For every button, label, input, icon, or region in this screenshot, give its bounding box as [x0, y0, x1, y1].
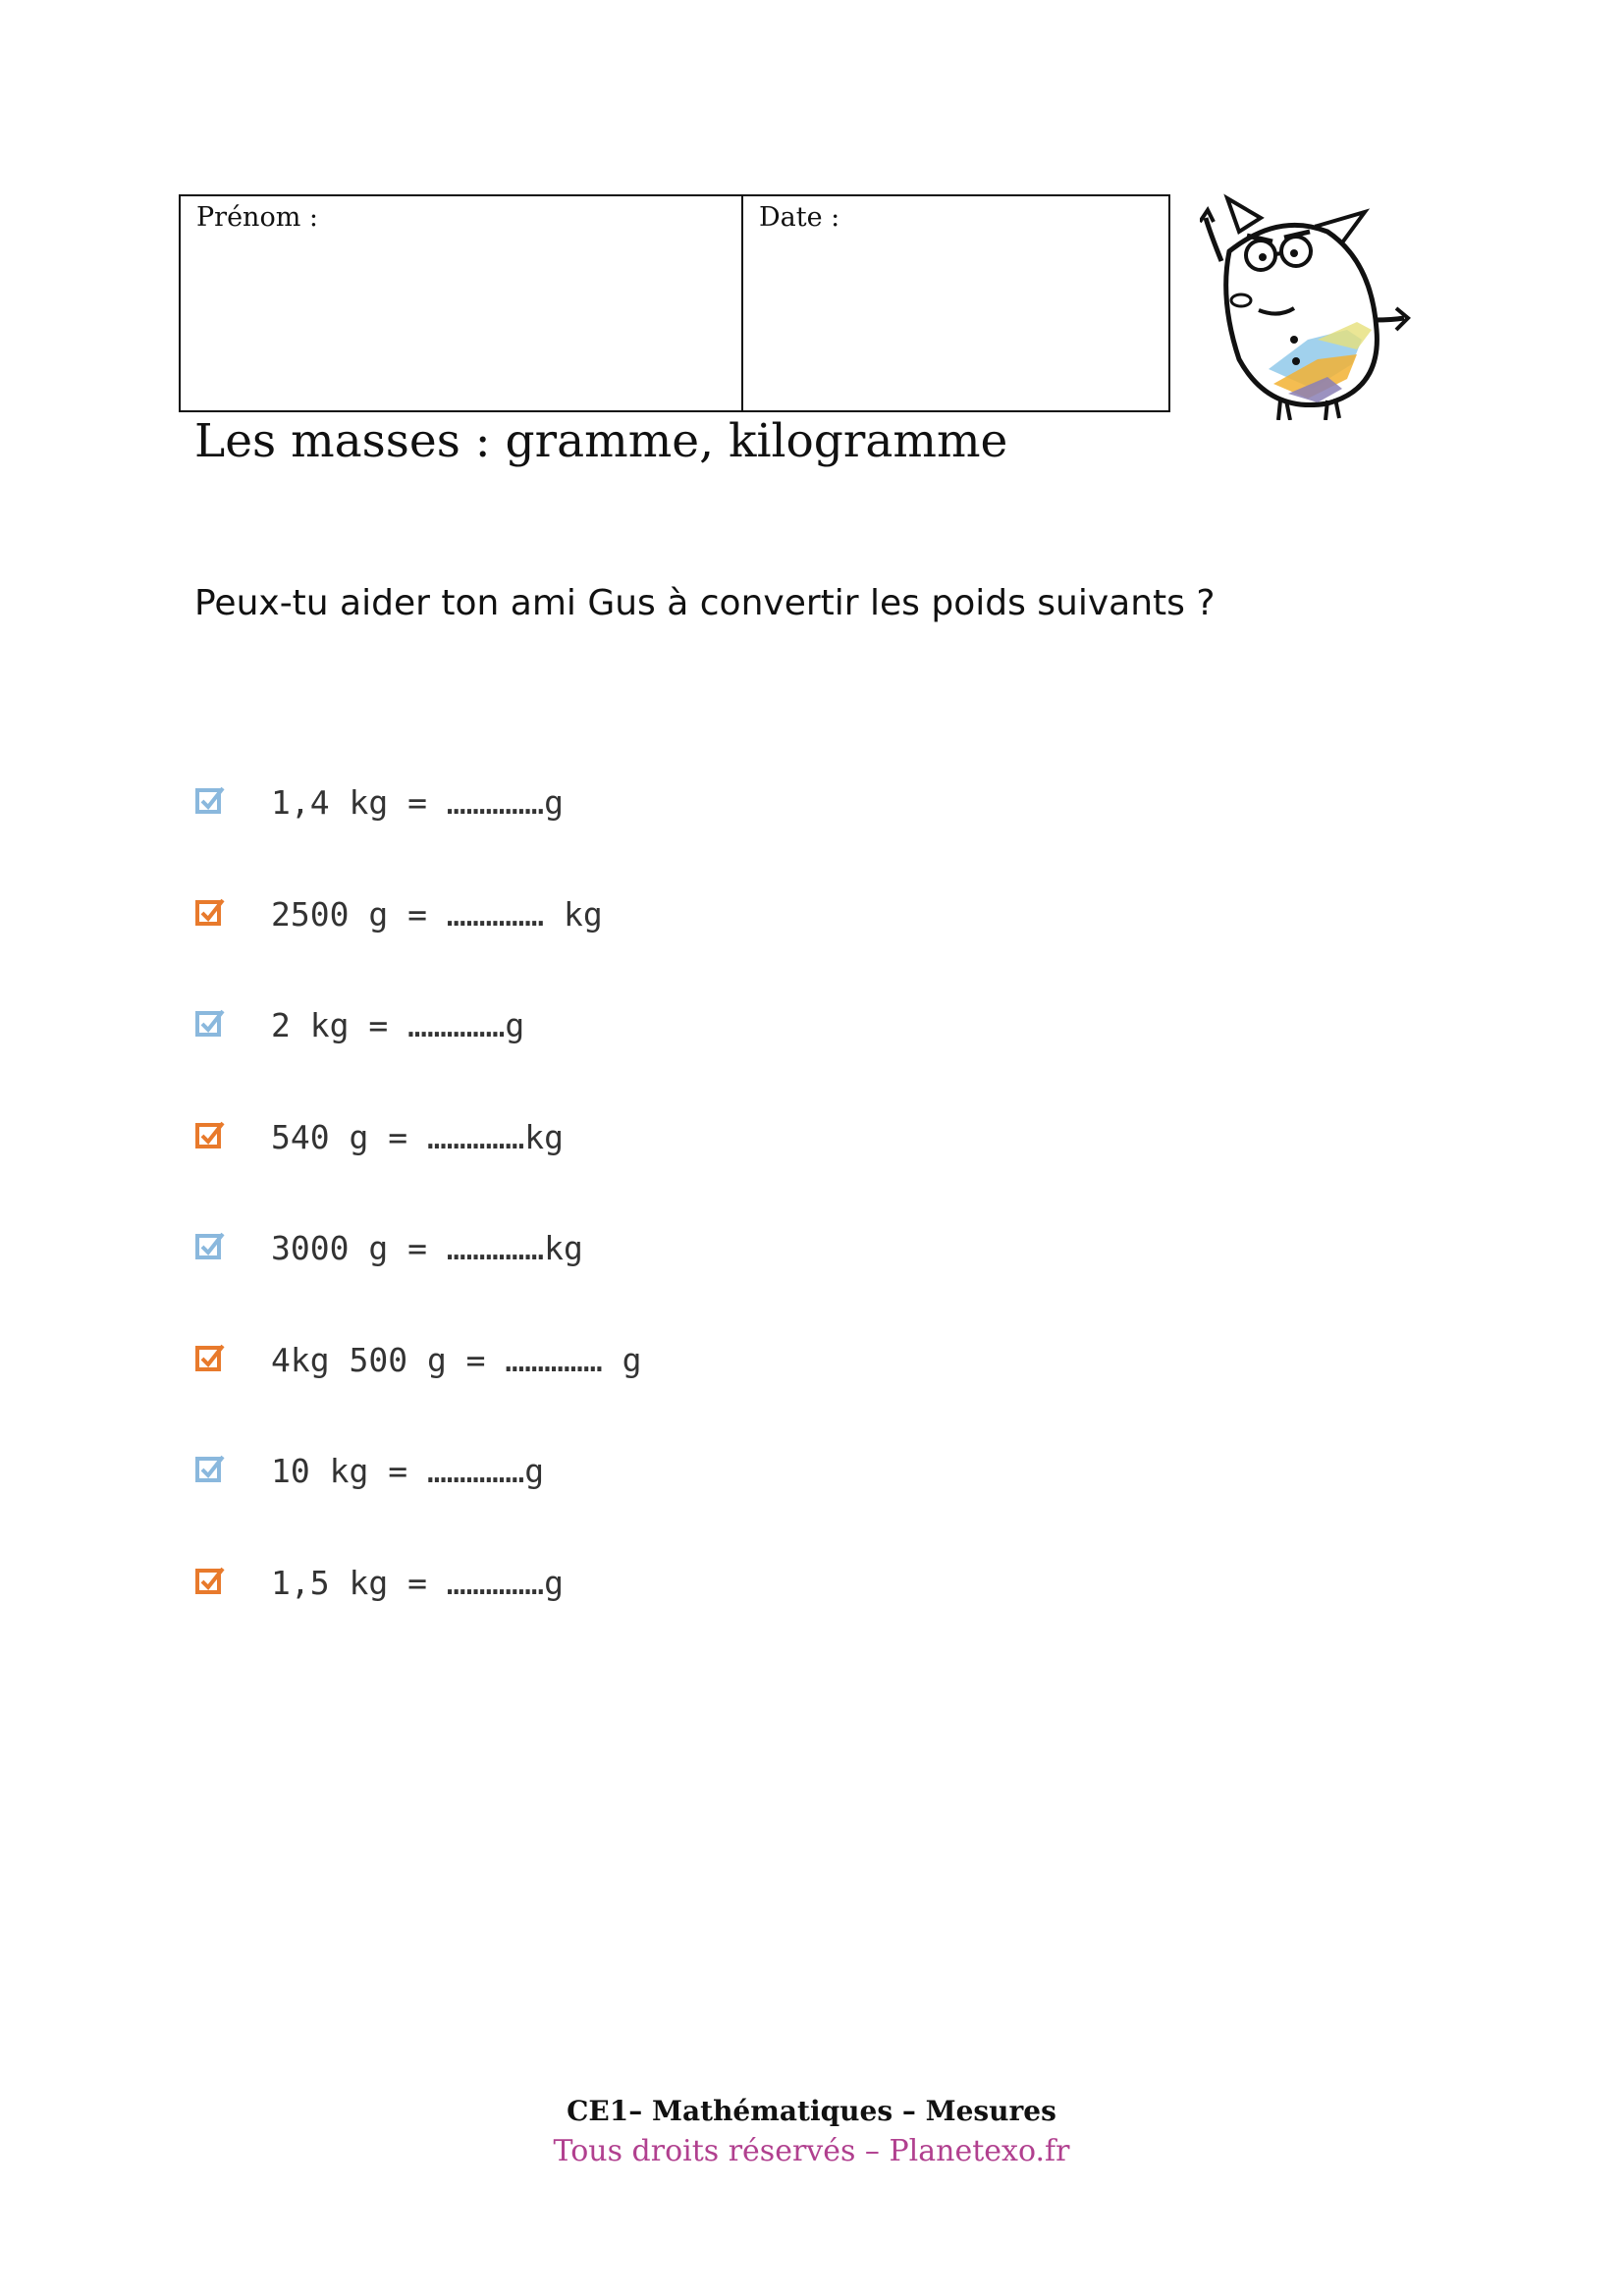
footer-subject: CE1– Mathématiques – Mesures [567, 2095, 1056, 2127]
checkbox-checked-icon [194, 1231, 226, 1262]
exercise-item [194, 1227, 642, 1339]
checkbox-checked-icon [194, 1008, 226, 1040]
exercise-text: 10 kg = ……………g [271, 1452, 545, 1490]
exercise-item [194, 1450, 642, 1562]
exercise-item [194, 781, 642, 893]
exercise-list [194, 781, 642, 1673]
exercise-text: 1,5 kg = ……………g [271, 1563, 565, 1602]
exercise-item [194, 1562, 642, 1674]
exercise-text: 1,4 kg = ……………g [271, 783, 565, 822]
gus-mascot-illustration [1200, 192, 1411, 420]
exercise-text: 3000 g = ……………kg [271, 1229, 583, 1267]
exercise-item [194, 1004, 642, 1116]
footer-copyright: Tous droits réservés – Planetexo.fr [553, 2134, 1070, 2168]
instruction-text: Peux-tu aider ton ami Gus à convertir les poids suivants ? [194, 583, 1216, 623]
exercise-item [194, 1339, 642, 1451]
checkbox-checked-icon [194, 1120, 226, 1151]
prenom-field[interactable] [181, 196, 743, 410]
exercise-item [194, 893, 642, 1005]
checkbox-checked-icon [194, 785, 226, 817]
checkbox-checked-icon [194, 897, 226, 929]
name-date-box [179, 194, 1170, 412]
page-title: Les masses : gramme, kilogramme [194, 414, 1008, 468]
checkbox-checked-icon [194, 1566, 226, 1597]
checkbox-checked-icon [194, 1454, 226, 1485]
exercise-text: 4kg 500 g = …………… g [271, 1340, 642, 1379]
exercise-text: 2500 g = …………… kg [271, 894, 603, 934]
exercise-item [194, 1116, 642, 1228]
date-field[interactable] [743, 196, 1168, 410]
exercise-text: 2 kg = ……………g [271, 1006, 525, 1044]
prenom-label: Prénom : [196, 202, 318, 233]
exercise-text: 540 g = ……………kg [271, 1117, 565, 1156]
date-label: Date : [759, 202, 840, 233]
checkbox-checked-icon [194, 1343, 226, 1374]
